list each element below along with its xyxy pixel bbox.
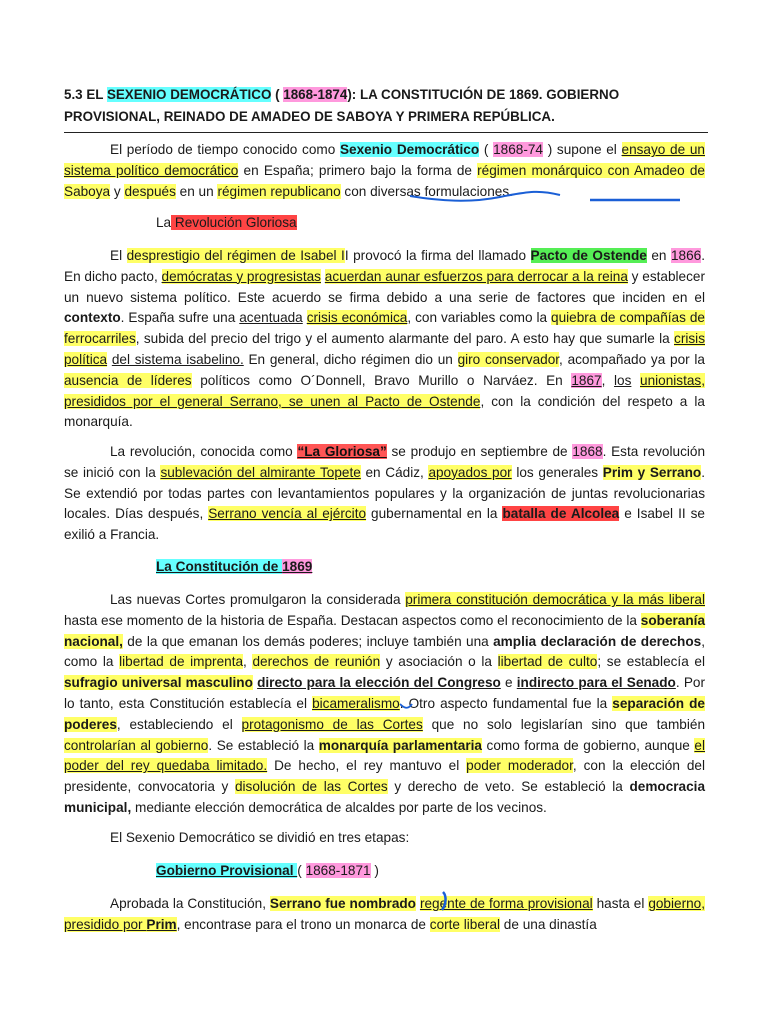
highlight-primera-constitucion: primera constitución democrática y la más liberal [405, 592, 705, 607]
highlight-apoyados: apoyados por [428, 464, 512, 480]
text: , con la elección del presidente, convocatoria y [64, 758, 705, 795]
text: . España sufre una [120, 310, 240, 326]
text: El [110, 248, 127, 263]
heading-years: 1868-1874 [283, 87, 348, 102]
text: Aprobada la Constitución, [110, 896, 270, 911]
text: hasta ese momento de la historia de España. Destacan aspectos como el reconocimiento de la [64, 612, 641, 628]
highlight-despues: después [124, 183, 176, 199]
intro-paragraph [64, 140, 705, 202]
subheading-constitucion-name: La Constitución de [156, 559, 283, 574]
highlight-quiebra: quiebra de compañías de ferrocarriles [64, 310, 705, 347]
highlight-pacto-ostende: Pacto de Ostende [530, 248, 647, 263]
highlight-crisis-economica: crisis económica [306, 310, 408, 326]
highlight-soberania: soberanía nacional, [64, 612, 705, 649]
highlight-1866: 1866 [670, 248, 702, 263]
text: La revolución, conocida como [110, 444, 298, 459]
highlight-acuerdan: acuerdan aunar esfuerzos para derrocar a la reina [324, 268, 628, 284]
text: . Por lo tanto, esta Constitución establecía el [64, 675, 705, 711]
highlight-reunion: derechos de reunión [252, 654, 381, 670]
highlight-desprestigio: desprestigio del régimen de Isabel I [126, 248, 345, 263]
highlight-culto: libertad de culto [497, 654, 598, 670]
text: . Otro aspecto fundamental fue la [399, 695, 613, 711]
etapas-paragraph [64, 828, 705, 849]
heading-prefix: 5.3 EL [64, 87, 107, 102]
highlight-gobierno-prim: gobierno, presidido por [64, 896, 705, 932]
highlight-disolucion: disolución de las Cortes [234, 779, 388, 795]
subheading-gobierno-years: 1868-1871 [305, 863, 371, 878]
underline-los: los [614, 372, 632, 388]
highlight-1868: 1868 [572, 444, 603, 459]
text: ( [297, 863, 306, 878]
subheading-constitucion-year: 1869 [282, 559, 313, 574]
highlight-monarquia: monarquía parlamentaria [318, 737, 482, 753]
bold-indirecto: indirecto para el Senado [516, 675, 676, 691]
text: y [110, 183, 125, 199]
text: ( [479, 142, 494, 157]
highlight-giro: giro conservador [457, 351, 560, 367]
text: I provocó la firma del llamado [344, 248, 531, 263]
section-heading [64, 84, 708, 133]
highlight-sexenio: Sexenio Democrático [339, 142, 480, 157]
underline-acentuada: acentuada [239, 310, 303, 326]
text: como forma de gobierno, aunque [481, 737, 695, 753]
text: los generales [511, 464, 603, 480]
highlight-corte-liberal: corte liberal [429, 916, 501, 932]
text: en España; primero bajo la forma de [238, 162, 478, 178]
highlight-1867: 1867 [571, 372, 602, 388]
text: de una dinastía [500, 916, 597, 932]
text: de la que emanan los demás poderes; incluye también una [122, 633, 494, 649]
highlight-poder-rey: el poder del rey quedaba limitado. [64, 737, 706, 774]
text: , con variables como la [407, 310, 552, 326]
highlight-regente: regente de forma provisional [419, 896, 593, 911]
text: De hecho, el rey mantuvo el [267, 758, 467, 774]
text: en [646, 248, 671, 263]
highlight-ensayo: ensayo de un sistema político democrático [64, 142, 705, 178]
highlight-separacion: separación de poderes [64, 695, 705, 732]
text: . Esta revolución se inició con la [64, 444, 706, 480]
text: gubernamental en la [366, 506, 503, 522]
highlight-ausencia: ausencia de líderes [64, 372, 192, 388]
subheading-constitucion [156, 557, 312, 577]
text: , [243, 654, 253, 670]
highlight-democratas: demócratas y progresistas [161, 268, 321, 284]
text: , [601, 372, 614, 388]
text: ) supone el [543, 142, 622, 157]
subheading-gobierno-name: Gobierno Provisional [156, 863, 298, 878]
gobierno-paragraph [64, 894, 705, 936]
text: con diversas formulaciones. [340, 183, 513, 199]
subheading-revolucion-name: Revolución Gloriosa [171, 215, 297, 230]
text: y derecho de veto. Se estableció la [387, 779, 630, 795]
highlight-poder-moderador: poder moderador [466, 758, 573, 774]
text: e [500, 675, 517, 691]
highlight-unionistas: unionistas, presididos por el general Serrano, se unen al Pacto de Ostende [64, 372, 706, 409]
heading-rest: ): LA CONSTITUCIÓN DE 1869. GOBIERNO PROVISIONAL, REINADO DE AMADEO DE SABOYA Y PRIMERA REPÚBLICA. [64, 87, 620, 124]
heading-sexenio: SEXENIO DEMOCRÁTICO [106, 87, 272, 102]
text: en un [175, 183, 218, 199]
text: . Se extendió por todas partes con levantamientos populares y la organización de juntas revolucionarias locales. Días después, [64, 464, 705, 522]
bold-democracia-municipal: democracia municipal, [64, 779, 706, 815]
heading-paren: ( [271, 87, 284, 102]
text: y asociación o la [380, 654, 498, 670]
text: y establecer un nuevo sistema político. Este acuerdo se firma debido a una serie de factores que inciden en el [64, 268, 705, 305]
bold-directo: directo para la elección del Congreso [257, 675, 501, 691]
text: . En dicho pacto, [64, 248, 705, 284]
text: , estableciendo el [116, 716, 242, 732]
text: Las nuevas Cortes promulgaron la considerada [110, 592, 406, 607]
highlight-prim-serrano: Prim y Serrano [602, 464, 702, 480]
text: mediante elección democrática de alcaldes por parte de los vecinos. [131, 799, 547, 815]
text: ; se establecía el [597, 654, 706, 670]
text: e Isabel II se exilió a Francia. [64, 506, 705, 543]
highlight-prim: Prim [146, 916, 177, 932]
text: hasta el [592, 896, 649, 911]
highlight-protagonismo: protagonismo de las Cortes [241, 716, 423, 732]
subheading-revolucion [156, 213, 297, 233]
revolucion-paragraph [64, 246, 705, 433]
text: , encontrase para el trono un monarca de [176, 916, 430, 932]
text: , subida del precio del trigo y el aumento alarmante del paro. A esto hay que sumarle la [135, 331, 675, 347]
highlight-crisis-politica: crisis política [64, 331, 705, 367]
highlight-sublevacion: sublevación del almirante Topete [160, 464, 361, 480]
highlight-bicameralismo: bicameralismo [312, 695, 400, 711]
text: , acompañado ya por la [559, 351, 705, 367]
subheading-gobierno [156, 861, 379, 881]
text: ) [370, 863, 379, 878]
highlight-years: 1868-74 [493, 142, 543, 157]
constitucion-paragraph [64, 590, 705, 819]
text: El Sexenio Democrático se dividió en tres etapas: [110, 830, 410, 845]
text: , con la condición del respeto a la monarquía. [64, 393, 705, 430]
text: El período de tiempo conocido como [110, 142, 340, 157]
highlight-controlarian: controlarían al gobierno [64, 737, 209, 753]
highlight-serrano-vencia: Serrano vencía al ejército [208, 506, 367, 522]
highlight-serrano-nombrado: Serrano fue nombrado [269, 896, 416, 911]
text: En general, dicho régimen dio un [243, 351, 458, 367]
gloriosa-paragraph [64, 442, 705, 546]
bold-declaracion: amplia declaración de derechos [493, 633, 702, 649]
bold-contexto: contexto [64, 310, 121, 326]
text: que no solo legislarían sino que también [422, 716, 705, 732]
underline-sistema-isabelino: del sistema isabelino. [111, 351, 244, 367]
highlight-regimen-republicano: régimen republicano [217, 183, 341, 199]
highlight-regimen-monarquico: régimen monárquico con Amadeo de Saboya [64, 162, 705, 199]
text: . Se estableció la [208, 737, 319, 753]
subheading-la: La [156, 215, 172, 230]
text: se produjo en septiembre de [386, 444, 573, 459]
text [631, 373, 640, 388]
highlight-la-gloriosa: “La Gloriosa” [297, 444, 387, 459]
highlight-alcolea: batalla de Alcolea [502, 506, 620, 522]
text: en Cádiz, [360, 464, 429, 480]
text: políticos como O´Donnell, Bravo Murillo o Narváez. En [191, 372, 572, 388]
text: , como la [64, 633, 705, 670]
highlight-imprenta: libertad de imprenta [119, 654, 244, 670]
highlight-sufragio: sufragio universal masculino [64, 675, 253, 691]
